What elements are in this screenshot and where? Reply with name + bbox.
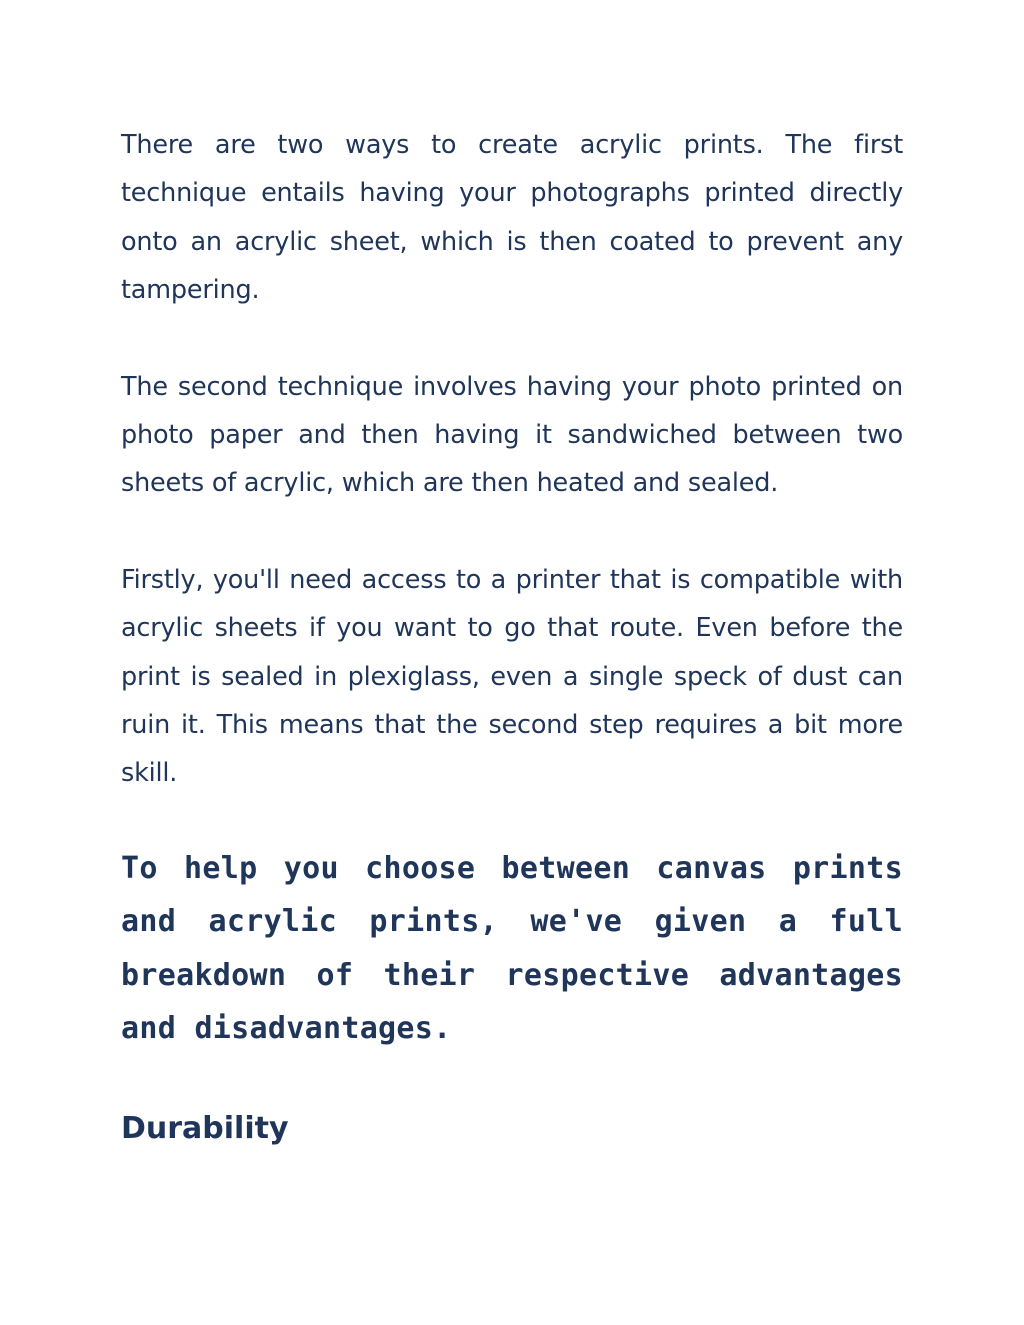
callout-comparison-intro: To help you choose between canvas prints and acrylic prints, we've given a full breakdown of their respective advantages and disadvantages. <box>121 850 903 1047</box>
paragraph-printer-requirements: Firstly, you'll need access to a printer that is compatible with acrylic sheets if you want to go that route. Even before the print is sealed in plexiglass, even a single speck of dust can ruin it. This means that the second step requires a bit more skill. <box>121 564 903 789</box>
document-body <box>121 121 903 1056</box>
section-heading-durability: Durability <box>121 1111 289 1146</box>
paragraph-acrylic-methods: There are two ways to create acrylic prints. The first technique entails having your photographs printed directly onto an acrylic sheet, which is then coated to prevent any tampering. <box>121 130 903 306</box>
paragraph-second-technique: The second technique involves having your photo printed on photo paper and then having it sandwiched between two sheets of acrylic, which are then heated and sealed. <box>121 371 903 499</box>
